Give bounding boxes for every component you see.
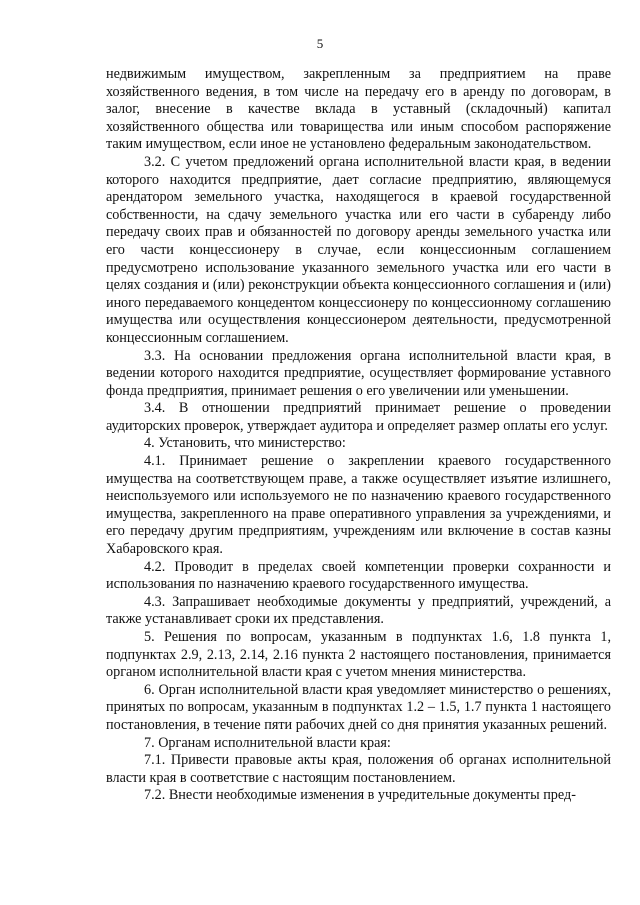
paragraph-4-3: 4.3. Запрашивает необходимые документы у предприятий, учреждений, а также устанавливает сроки их представления.	[106, 593, 611, 628]
paragraph-5: 5. Решения по вопросам, указанным в подпунктах 1.6, 1.8 пункта 1, подпунктах 2.9, 2.13, 2.14, 2.16 пункта 2 настоящего постановления, принимается органом исполнительной власти края с учетом мнения министерства.	[106, 629, 611, 681]
page-number: 5	[316, 36, 324, 51]
paragraph-4: 4. Установить, что министерство:	[144, 435, 346, 452]
paragraph-3-3: 3.3. На основании предложения органа исполнительной власти края, в ведении которого находится предприятие, осуществляет формирование уставного фонда предприятия, принимает решения о его увеличении или уменьшении.	[106, 347, 611, 399]
paragraph-3-4: 3.4. В отношении предприятий принимает решение о проведении аудиторских проверок, утверждает аудитора и определяет размер оплаты его услуг.	[106, 400, 611, 434]
paragraph-6: 6. Орган исполнительной власти края уведомляет министерство о решениях, принятых по вопросам, указанным в подпунктах 1.2 – 1.5, 1.7 пункта 1 настоящего постановления, в течение пяти рабочих дней со дня принятия указанных решений.	[106, 681, 611, 733]
document-body	[106, 66, 611, 805]
paragraph-7-2: 7.2. Внести необходимые изменения в учредительные документы пред-	[144, 787, 576, 804]
paragraph-7-1: 7.1. Привести правовые акты края, положения об органах исполнительной власти края в соответствие с настоящим постановлением.	[106, 752, 611, 786]
paragraph-7: 7. Органам исполнительной власти края:	[144, 734, 391, 751]
paragraph-3-2: 3.2. С учетом предложений органа исполнительной власти края, в ведении которого находится предприятие, дает согласие предприятию, являющемуся арендатором земельного участка, находящегося в краевой государственной собственности, на сдачу земельного участка или его части в субаренду либо передачу своих прав и обязанностей по договору аренды земельного участка или его части концессионеру в случае, если концессионным соглашением предусмотрено использование указанного земельного участка или его части в целях создания и (или) реконструкции объекта концессионного соглашения и (или) иного передаваемого концедентом концессионеру по концессионному соглашению имущества или осуществления концессионером деятельности, предусмотренной концессионным соглашением.	[106, 153, 611, 346]
paragraph-4-2: 4.2. Проводит в пределах своей компетенции проверки сохранности и использования по назначению краевого государственного имущества.	[106, 558, 611, 593]
paragraph-4-1: 4.1. Принимает решение о закреплении краевого государственного имущества на соответствующем праве, а также осуществляет изъятие излишнего, неиспользуемого или используемого не по назначению краевого государственного имущества, закрепленного на праве оперативного управления за учреждениями, и его передачу другим предприятиям, учреждениям или включение в состав казны Хабаровского края.	[106, 453, 611, 558]
paragraph-continued: недвижимым имуществом, закрепленным за предприятием на праве хозяйственного ведения, в том числе на передачу его в аренду по договорам, в залог, внесение в качестве вклада в уставный (складочный) капитал хозяйственного общества или товарищества или иным способом распоряжение таким имуществом, если иное не установлено федеральным законодательством.	[106, 66, 611, 153]
